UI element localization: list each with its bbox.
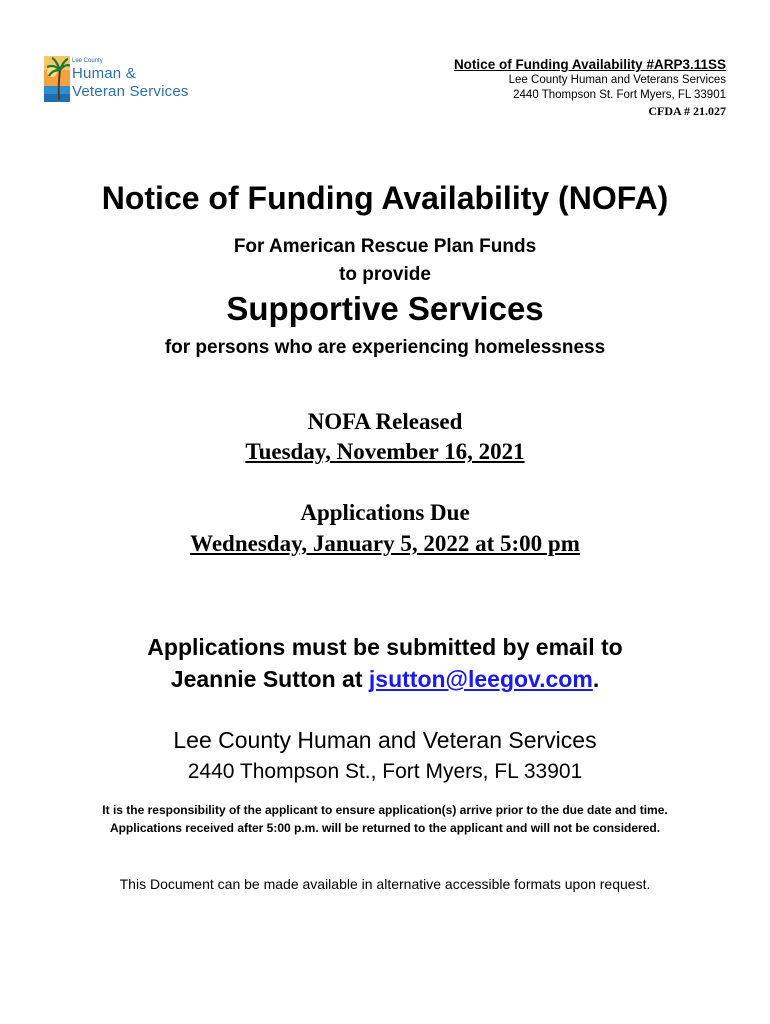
header-title: Notice of Funding Availability #ARP3.11SS [453, 57, 726, 72]
late-application-note: Applications received after 5:00 p.m. will be returned to the applicant and will not be considered. [109, 821, 661, 835]
submission-line2 [0, 666, 770, 693]
page-title: Notice of Funding Availability (NOFA) [101, 180, 669, 216]
due-date-text: Wednesday, January 5, 2022 at 5:00 pm [190, 531, 580, 556]
palm-tree-sunset-icon [44, 56, 70, 102]
accessibility-note: This Document can be made available in alternative accessible formats upon request. [119, 876, 651, 892]
document-header [454, 56, 726, 119]
footer-address: 2440 Thompson St., Fort Myers, FL 33901 [187, 760, 583, 783]
lee-county-logo [44, 54, 214, 104]
submission-prefix: Jeannie Sutton at [170, 666, 369, 692]
email-link[interactable]: jsutton@leegov.com [368, 666, 593, 692]
released-date-text: Tuesday, November 16, 2021 [245, 439, 525, 464]
header-address: 2440 Thompson St. Fort Myers, FL 33901 [513, 89, 726, 101]
subtitle-line3: for persons who are experiencing homelessness [164, 337, 606, 358]
footer-org: Lee County Human and Veteran Services [173, 727, 597, 753]
responsibility-note: It is the responsibility of the applicant to ensure application(s) arrive prior to the due date and time. [102, 803, 668, 817]
logo-text-line2: Veteran Services [72, 83, 189, 100]
submission-line1: Applications must be submitted by email to [147, 634, 623, 660]
submission-suffix: . [592, 666, 600, 692]
logo-small-text: Lee County [72, 58, 103, 64]
header-cfda: CFDA # 21.027 [648, 104, 726, 118]
subtitle-line2: to provide [339, 264, 431, 285]
header-org: Lee County Human and Veterans Services [508, 74, 726, 86]
services-heading: Supportive Services [226, 290, 544, 327]
logo-text-line1: Human & [72, 65, 136, 82]
subtitle-line1: For American Rescue Plan Funds [233, 236, 537, 257]
released-date [0, 439, 770, 465]
due-date [0, 531, 770, 557]
due-label: Applications Due [300, 500, 470, 525]
released-label: NOFA Released [307, 409, 463, 434]
